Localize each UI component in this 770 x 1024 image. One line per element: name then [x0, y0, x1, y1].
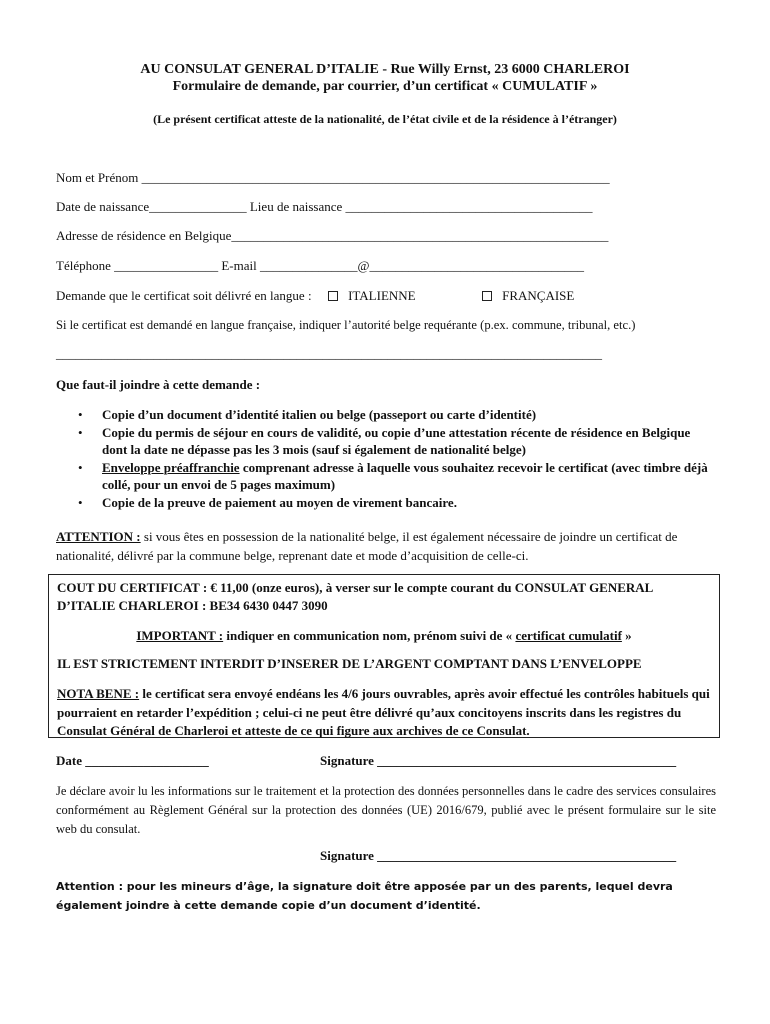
- joindre-list: [56, 406, 716, 511]
- signature-field-1[interactable]: Signature ______________________________________________: [320, 753, 677, 768]
- certificat-cumulatif-label: certificat cumulatif: [515, 628, 622, 643]
- autorite-line[interactable]: ____________________________________________________________________________________: [56, 346, 602, 361]
- list-item: • Copie de la preuve de paiement au moyen de virement bancaire.: [78, 494, 457, 510]
- date-field[interactable]: Date ___________________: [56, 753, 209, 768]
- list-item: • Copie d’un document d’identité italien ou belge (passeport ou carte d’identité): [78, 407, 537, 422]
- payment-info-box: [48, 574, 720, 738]
- declaration-text: Je déclare avoir lu les informations sur le traitement et la protection des données personnelles dans le cadre des services consulaires conformément au Règlement Général sur la protection des données (UE) 2016/679, publié avec le présent formulaire sur le site web du consulat.: [56, 784, 716, 836]
- bullet-icon: •: [78, 407, 83, 422]
- checkbox-francaise[interactable]: [482, 291, 492, 301]
- header-title-line1: AU CONSULAT GENERAL D’ITALIE - Rue Willy Ernst, 23 6000 CHARLEROI: [140, 62, 630, 77]
- header-title-line2: Formulaire de demande, par courrier, d’un certificat « CUMULATIF »: [172, 79, 598, 94]
- bullet-icon: •: [78, 459, 83, 475]
- enveloppe-label: Enveloppe préaffranchie: [102, 459, 240, 475]
- header-subtitle: (Le présent certificat atteste de la nationalité, de l’état civile et de la résidence à l’étranger): [153, 112, 617, 126]
- nota-bene-text: NOTA BENE : le certificat sera envoyé endéans les 4/6 jours ouvrables, après avoir effectué les contrôles habituels qui pourraient en retarder l’expédition ; celui-ci ne peut être délivré qu’aux concitoyens inscrits dans les registres du Consulat Général de Charleroi et atteste de ce qui figure aux archives de ce Consulat.: [57, 686, 710, 738]
- attention-paragraph: [56, 527, 716, 565]
- field-langue: [56, 288, 574, 304]
- attention-text: si vous êtes en possession de la nationalité belge, il est également nécessaire de joindre un certificat de nationalité, délivré par la commune belge, reprenant date et mode d’acquisition de celle-ci.: [56, 529, 678, 563]
- attention-label: ATTENTION :: [56, 529, 141, 544]
- field-naissance[interactable]: Date de naissance_______________ Lieu de naissance ______________________________________: [56, 199, 593, 214]
- field-adresse[interactable]: Adresse de résidence en Belgique__________________________________________________________: [56, 228, 609, 243]
- cout-text: COUT DU CERTIFICAT : € 11,00 (onze euros), à verser sur le compte courant du CONSULAT GENERAL D’ITALIE CHARLEROI : BE34 6430 0447 3090: [57, 580, 653, 613]
- langue-label: Demande que le certificat soit délivré en langue :: [56, 288, 312, 303]
- bullet-icon: •: [78, 494, 83, 510]
- bullet-icon: •: [78, 424, 83, 440]
- langue-option-francaise: FRANÇAISE: [502, 288, 575, 303]
- mineurs-notice: Attention : pour les mineurs d’âge, la signature doit être apposée par un des parents, lequel devra également joindre à cette demande copie d’un document d’identité.: [56, 880, 673, 912]
- interdit-text: IL EST STRICTEMENT INTERDIT D’INSERER DE L’ARGENT COMPTANT DANS L’ENVELOPPE: [57, 656, 642, 671]
- list-item: • Enveloppe préaffranchie comprenant adresse à laquelle vous souhaitez recevoir le certificat (avec timbre déjà collé, pour un envoi de 5 pages maximum): [78, 459, 708, 492]
- list-item: • Copie du permis de séjour en cours de validité, ou copie d’une attestation récente de résidence en Belgique dont la date ne dépasse pas les 3 mois (sauf si également de nationalité belge): [78, 424, 691, 457]
- langue-option-italienne: ITALIENNE: [348, 288, 416, 303]
- field-nom-prenom[interactable]: Nom et Prénom ________________________________________________________________________: [56, 170, 610, 185]
- important-text: IMPORTANT : indiquer en communication nom, prénom suivi de « certificat cumulatif »: [136, 628, 632, 643]
- signature-field-2[interactable]: Signature ______________________________________________: [320, 848, 677, 863]
- field-telephone-email[interactable]: Téléphone ________________ E-mail _______________@_________________________________: [56, 258, 584, 273]
- checkbox-italienne[interactable]: [328, 291, 338, 301]
- joindre-heading: Que faut-il joindre à cette demande :: [56, 377, 261, 392]
- autorite-question: Si le certificat est demandé en langue française, indiquer l’autorité belge requérante (p.ex. commune, tribunal, etc.): [56, 318, 636, 332]
